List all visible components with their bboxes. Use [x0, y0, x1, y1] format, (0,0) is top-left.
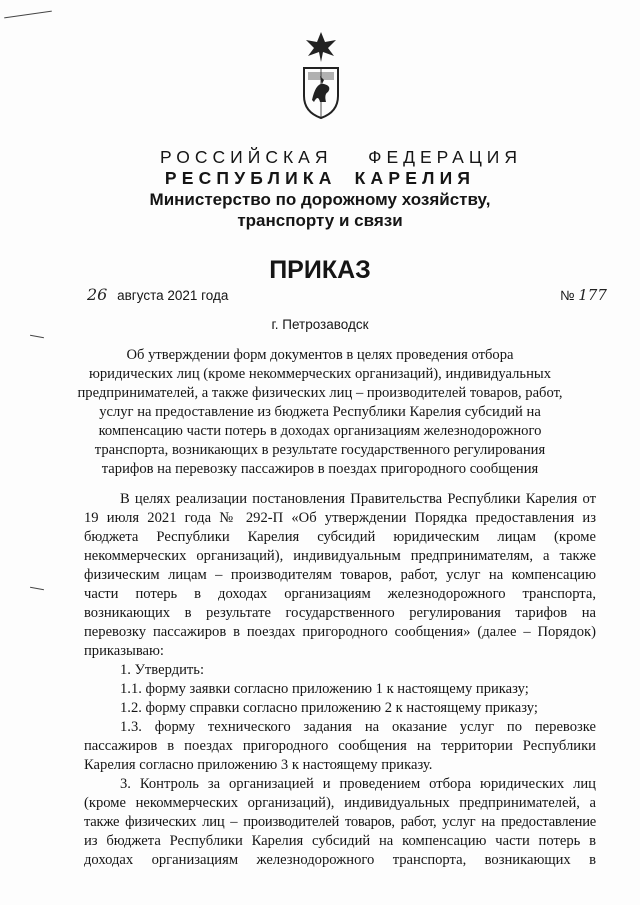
scan-mark-top [4, 11, 52, 19]
body-line: перевозку пассажиров в поездах пригородного сообщения» (далее – Порядок) [84, 624, 596, 640]
subject-line: юридических лиц (кроме некоммерческих организаций), индивидуальных [88, 366, 551, 382]
body-line: из бюджета Республики Карелия субсидий на компенсацию части потерь в [84, 833, 596, 849]
scan-mark-left-1 [30, 335, 44, 338]
scan-mark-left-2 [30, 587, 44, 590]
subject-line: тарифов на перевозку пассажиров в поездах пригородного сообщения [101, 461, 539, 477]
header-country-right: ФЕДЕРАЦИЯ [368, 147, 522, 167]
body-line: 1. Утвердить: [120, 662, 205, 678]
order-number-prefix: № [560, 288, 575, 303]
body-line: возникающих в результате государственного регулирования тарифов на [84, 605, 596, 621]
body-line: 1.2. форму справки согласно приложению 2 к настоящему приказу; [120, 700, 538, 716]
subject-line: компенсацию части потерь в доходах организациям железнодорожного [98, 423, 542, 439]
order-number-handwritten: 177 [578, 286, 607, 304]
body-line: 3. Контроль за организацией и проведением отбора юридических лиц [120, 776, 596, 792]
document-type-title: ПРИКАЗ [269, 256, 371, 284]
body-line: физическим лицам – производителям товаров, работ, услуг на компенсацию [84, 567, 596, 583]
order-day-handwritten: 26 [87, 285, 108, 304]
order-date [87, 285, 228, 306]
header-ministry-line1: Министерство по дорожному хозяйству, [149, 190, 491, 209]
order-city: г. Петрозаводск [271, 317, 369, 332]
body-line: 1.3. форму технического задания на оказание услуг по перевозке [120, 719, 596, 735]
subject-line: предпринимателей, а также физических лиц – производителей товаров, работ, [77, 385, 563, 401]
order-number [560, 285, 607, 306]
body-line: приказываю: [84, 643, 164, 659]
body-line: пассажиров в поездах пригородного сообщения на территории Республики [84, 738, 596, 754]
header-republic: РЕСПУБЛИКА КАРЕЛИЯ [164, 168, 476, 188]
body-line: 1.1. форму заявки согласно приложению 1 к настоящему приказу; [120, 681, 529, 697]
body-line: части потерь в доходах организациям железнодорожного транспорта, [84, 586, 596, 602]
order-date-month-year: августа 2021 года [117, 288, 229, 303]
coat-of-arms-emblem [298, 30, 344, 120]
body-line: также физических лиц – производителей товаров, работ, услуг на предоставление [84, 814, 596, 830]
body-line: доходах организациям железнодорожного транспорта, возникающих в [84, 852, 596, 868]
body-line: В целях реализации постановления Правительства Республики Карелия от [120, 491, 596, 507]
body-line: бюджета Республики Карелия субсидий юридическим лицам (кроме [84, 529, 596, 545]
header-ministry-line2: транспорту и связи [237, 211, 403, 230]
body-line: 19 июля 2021 года № 292-П «Об утверждении Порядка предоставления из [84, 510, 596, 526]
header-country [160, 146, 522, 168]
body-line: Карелия согласно приложению 3 к настоящему приказу. [84, 757, 433, 773]
body-line: (кроме некоммерческих организаций), индивидуальных предпринимателей, а [84, 795, 596, 811]
subject-line: Об утверждении форм документов в целях проведения отбора [126, 347, 514, 363]
subject-line: услуг на предоставление из бюджета Республики Карелия субсидий на [99, 404, 541, 420]
body-line: некоммерческих организаций), индивидуальным предпринимателям, а также [84, 548, 596, 564]
header-country-left: РОССИЙСКАЯ [160, 147, 333, 167]
subject-line: транспорта, возникающих в результате государственного регулирования [94, 442, 546, 458]
